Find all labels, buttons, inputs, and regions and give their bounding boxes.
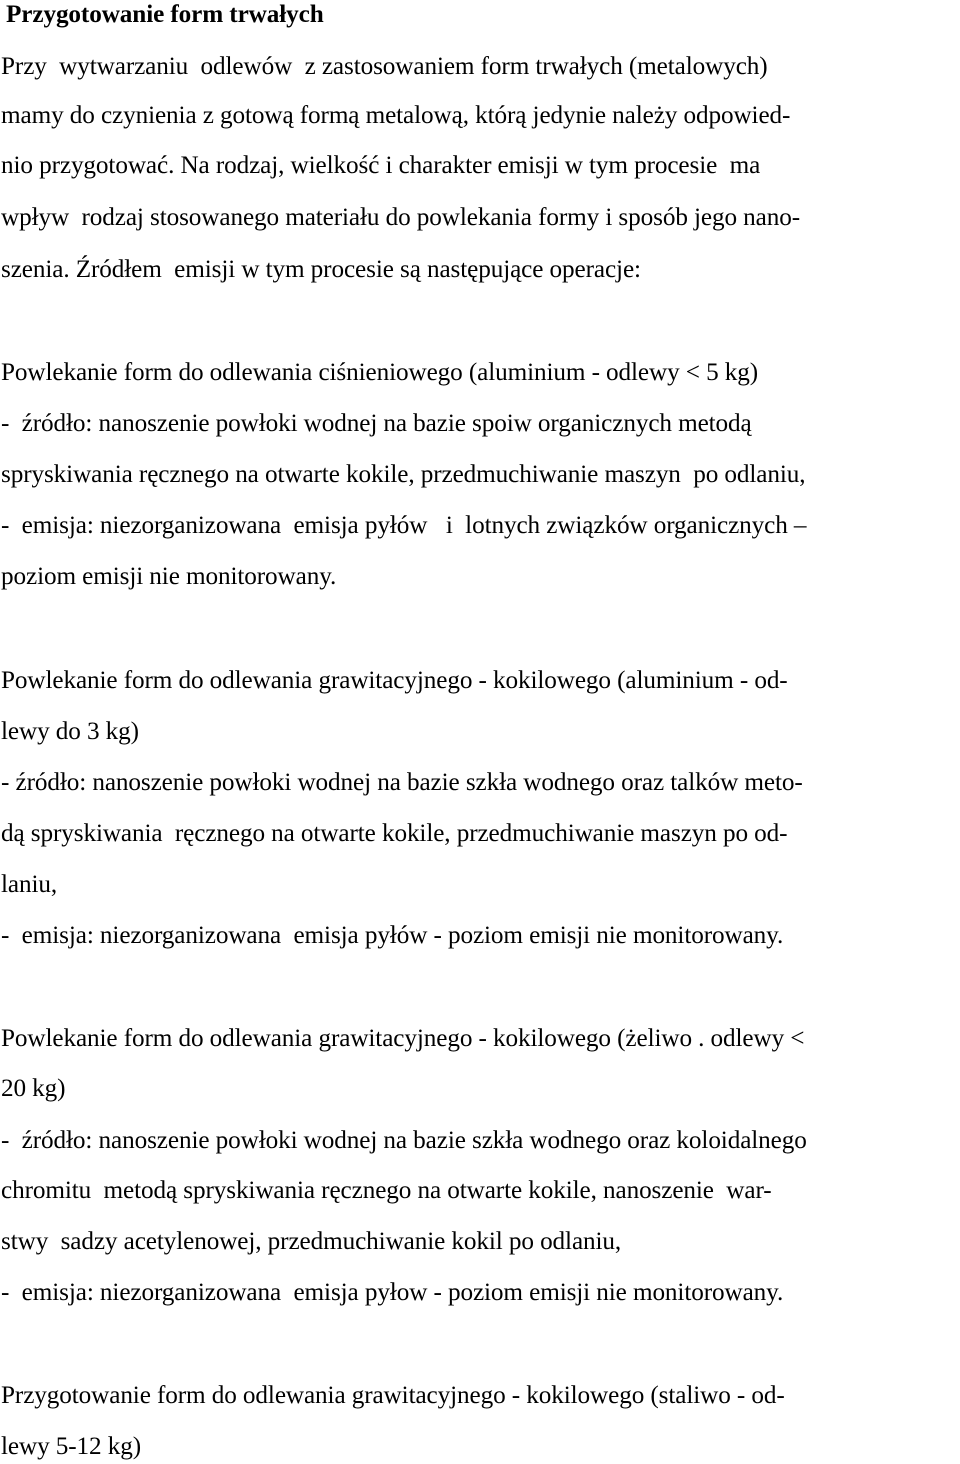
section2-line-5: laniu, [1,871,58,898]
section3-line-6: - emisja: niezorganizowana emisja pyłow - poziom emisji nie monitorowany. [1,1279,784,1306]
section1-line-2: - źródło: nanoszenie powłoki wodnej na bazie spoiw organicznych metodą [1,410,752,437]
section1-line-3: spryskiwania ręcznego na otwarte kokile, przedmuchiwanie maszyn po odlaniu, [1,461,806,488]
section4-line-1: Przygotowanie form do odlewania grawitacyjnego - kokilowego (staliwo - od- [1,1382,785,1409]
intro-line-2: mamy do czynienia z gotową formą metalową, którą jedynie należy odpowied- [1,102,791,129]
section4-line-2: lewy 5-12 kg) [1,1433,141,1460]
section1-line-5: poziom emisji nie monitorowany. [1,563,337,590]
section3-line-2: 20 kg) [1,1075,66,1102]
section2-line-1: Powlekanie form do odlewania grawitacyjnego - kokilowego (aluminium - od- [1,667,788,694]
section2-line-4: dą spryskiwania ręcznego na otwarte kokile, przedmuchiwanie maszyn po od- [1,820,788,847]
intro-line-3: nio przygotować. Na rodzaj, wielkość i charakter emisji w tym procesie ma [1,152,761,179]
intro-line-4: wpływ rodzaj stosowanego materiału do powlekania formy i sposób jego nano- [1,204,801,231]
section2-line-2: lewy do 3 kg) [1,718,139,745]
intro-line-1: Przy wytwarzaniu odlewów z zastosowaniem form trwałych (metalowych) [1,53,768,80]
section3-line-1: Powlekanie form do odlewania grawitacyjnego - kokilowego (żeliwo . odlewy < [1,1025,805,1052]
section-heading: Przygotowanie form trwałych [6,1,324,28]
section2-line-3: - źródło: nanoszenie powłoki wodnej na bazie szkła wodnego oraz talków meto- [1,769,803,796]
section3-line-5: stwy sadzy acetylenowej, przedmuchiwanie kokil po odlaniu, [1,1228,622,1255]
section3-line-3: - źródło: nanoszenie powłoki wodnej na bazie szkła wodnego oraz koloidalnego [1,1127,807,1154]
section2-line-6: - emisja: niezorganizowana emisja pyłów - poziom emisji nie monitorowany. [1,922,784,949]
intro-line-5: szenia. Źródłem emisji w tym procesie są następujące operacje: [1,256,641,283]
section3-line-4: chromitu metodą spryskiwania ręcznego na otwarte kokile, nanoszenie war- [1,1177,772,1204]
section1-line-1: Powlekanie form do odlewania ciśnieniowego (aluminium - odlewy < 5 kg) [1,359,759,386]
section1-line-4: - emisja: niezorganizowana emisja pyłów i lotnych związków organicznych – [1,512,807,539]
